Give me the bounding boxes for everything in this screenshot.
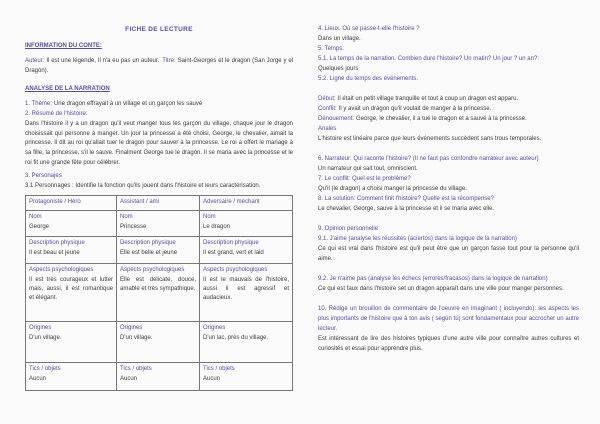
answer-text: Qu'il (le dragon) a choisi manger la princesse du village. (318, 186, 467, 192)
table-row-nom (26, 210, 293, 236)
spacer (318, 214, 579, 224)
answer-text: Ce qui est faux dans l'histoire set un dragon apparaît dans une ville pour manger personnes. (318, 286, 564, 292)
answer-text: George, le chevalier, il a tué le dragon et a sauvé à la princesse. (356, 116, 527, 122)
answer-text: Un narrateur qui sait tout, omniscient. (318, 166, 418, 172)
table-row-origines (26, 321, 293, 362)
column-header-adversaire: Adversaire / méchant (200, 195, 293, 210)
question-label: 5.2. Ligne du temps des événements. (318, 76, 419, 82)
cell-value: D'un village. (120, 334, 153, 341)
cell-label: Description physique (120, 239, 176, 246)
cell-value: Elle est belle et jeune (120, 249, 178, 256)
cell-aspects-mechant (200, 263, 293, 321)
question-narrateur (318, 154, 579, 164)
cell-value: Il est beau et jeune (29, 249, 80, 256)
cell-label: Aspects psychologiques (120, 266, 185, 273)
cell-label: Tics / objets (29, 365, 61, 372)
question-jenaimepas (318, 274, 579, 284)
answer-text: Ce qui est vrai dans l'histoire est qu'il peut être que un garçon fasse tout pour la personne qu'il aime. (318, 246, 579, 262)
cell-label: Aspects psychologiques (29, 266, 94, 273)
table-row-tics (26, 362, 293, 390)
cell-tics-mechant (200, 362, 293, 390)
table-row-description (26, 236, 293, 263)
cell-value: D'un lac, près du village. (203, 334, 269, 341)
theme-line (25, 100, 293, 110)
answer-narrateur (318, 164, 579, 174)
author-value: Il est une légende, Il n'a eu pas un auteur. (46, 58, 160, 64)
question-label: 10. Rédige un brouillon de commentaire de l'oeuvre en imaginant ( incluyendo): les aspects les plus importants de l'histoire que à ton avis ( según tú) sont fondamentaux pour accrocher un autre lecteur. (318, 306, 579, 332)
answer-text: Quelques jours (318, 66, 359, 72)
question-label: 5.1. La temps de la narration. Combien dure l'histoire? Un matin? Un jour ? un an?: (318, 56, 539, 62)
timeline-label: Début: (318, 96, 336, 102)
cell-label: Origines (120, 324, 143, 331)
question-label: 9.2. Je n'aime pas (analyse les échecs (errores/fracasos) dans la logique de narration) (318, 276, 548, 282)
question-temps (318, 44, 579, 54)
cell-tics-hero (26, 362, 117, 390)
column-header-protagoniste: Protagoniste / Héro (26, 195, 117, 210)
timeline-label: Anales (318, 126, 337, 132)
question-brouillon (318, 304, 579, 334)
answer-anales (318, 134, 579, 144)
cell-label: Nom (120, 213, 133, 220)
timeline-denouement (318, 114, 579, 124)
spacer (318, 144, 579, 154)
theme-label: 1. Thème: (25, 101, 52, 108)
table-row-aspects (26, 263, 293, 321)
question-label: 9. Opinion personnelle (318, 226, 379, 232)
spacer (318, 84, 579, 94)
cell-value: Il est grand, vert et laid (203, 249, 264, 256)
author-label: Auteur: (25, 58, 45, 64)
answer-jenaimepas (318, 284, 579, 294)
cell-desc-mechant (200, 236, 293, 263)
characters-table (25, 195, 293, 391)
personnages-heading: 3. Personajes (25, 173, 62, 180)
heading-opinion (318, 224, 579, 234)
table-header-row (26, 195, 293, 210)
answer-text: Le chevalier, George, sauve à la princesse et il se maria avec elle. (318, 206, 495, 212)
cell-value: Princesse (120, 223, 147, 230)
timeline-label: Dénouement: (318, 116, 355, 122)
cell-label: Aspects psychologiques (203, 266, 268, 273)
timeline-anales (318, 124, 579, 134)
cell-label: Tics / objets (203, 365, 235, 372)
analyse-narration-heading: ANALYSE DE LA NARRATION (25, 86, 110, 93)
cell-value: George (29, 223, 50, 230)
cell-value: Aucun (29, 375, 47, 382)
question-lieux (318, 24, 579, 34)
question-solution (318, 194, 579, 204)
question-label: 5. Temps. (318, 46, 344, 52)
cell-value: Le dragon (203, 223, 231, 230)
cell-label: Tics / objets (120, 365, 152, 372)
cell-label: Origines (29, 324, 52, 331)
titre-label: Titre: (162, 58, 176, 64)
question-jaime (318, 234, 579, 244)
question-label: 8. La solution: Comment finit l'histoire? Quelle est la récompense? (318, 196, 494, 202)
cell-tics-ami (117, 362, 200, 390)
answer-jaime (318, 244, 579, 264)
question-label: 6. Narrateur: Qui raconte l'histoire? (Il ne faut pas confondre narrateur avec auteur) (318, 156, 539, 162)
personnages-subheading: 3.1 Personnages : Identifie la fonction qu'ils jouent dans l'histoire et leurs caractérisation. (25, 183, 261, 190)
column-header-assistant: Assistant / ami (117, 195, 200, 210)
question-temps-narration (318, 54, 579, 64)
info-conte-heading: INFORMATION DU CONTE: (25, 43, 102, 49)
answer-text: Il était un petit village tranquille et tout à coup un dragon est apparu. (337, 96, 519, 102)
titre-value: Saint-Georges et le dragon (San Jorge y el Dragón). (25, 58, 293, 74)
question-label: 7. Le conflit: Quel est le problème? (318, 176, 411, 182)
page-title: FICHE DE LECTURE (125, 26, 193, 33)
right-column (318, 24, 579, 354)
answer-lieux (318, 34, 579, 44)
left-column (25, 24, 293, 391)
cell-nom-hero (26, 210, 117, 236)
answer-brouillon (318, 334, 579, 354)
resume-heading: 2. Résumé de l'histoire: (25, 111, 88, 118)
spacer (318, 264, 579, 274)
cell-aspects-ami (117, 263, 200, 321)
answer-text: Dans un village. (318, 36, 361, 42)
answer-text: Est intéressant de lire des histoires typiques d'une autre ville pour connaître autres cultures et curiosités et essai pour apprendre plus. (318, 336, 579, 352)
cell-label: Nom (29, 213, 42, 220)
answer-text: Il y avait un dragon qu'il voulait de manger à la princesse. (338, 106, 492, 112)
cell-orig-ami (117, 321, 200, 362)
cell-orig-mechant (200, 321, 293, 362)
cell-nom-mechant (200, 210, 293, 236)
cell-desc-hero (26, 236, 117, 263)
spacer (318, 294, 579, 304)
cell-aspects-hero (26, 263, 117, 321)
timeline-conflit (318, 104, 579, 114)
answer-conflit (318, 184, 579, 194)
timeline-debut (318, 94, 579, 104)
cell-nom-ami (117, 210, 200, 236)
question-label: 4. Lieux. Où se passe-t-elle l'histoire ? (318, 26, 420, 32)
cell-label: Description physique (203, 239, 259, 246)
resume-paragraph: Dans l'histoire il y a un dragon qu'il veut manger tous les garçon du village, chaque jour le dragon choisissait qui personne à manger. Un jour la princesse a été choisi, George, le chevalier, aimait la princesse. Il dit au roi qu'allait tuer le dragon pour sauver à la princesse. Le roi a offert le mariage à sa fille, la princesse, s'il le sauve. Finalment George tue le dragón. Il se maria avec la princesse et le roi fit une grande fête pour célébrer. (25, 120, 293, 166)
timeline-label: Conflit: (318, 106, 337, 112)
answer-solution (318, 204, 579, 214)
author-title-line (25, 57, 293, 76)
answer-text: L'histoire est linéaire parce que leurs événements succèdent sans trous temporales. (318, 136, 542, 142)
cell-label: Nom (203, 213, 216, 220)
cell-value: Il est très courageux et lutter mais, aussi, il est romantique et élégant. (29, 276, 113, 301)
answer-temps (318, 64, 579, 74)
cell-value: Aucun (203, 375, 221, 382)
cell-value: D'un village. (29, 334, 62, 341)
question-label: 9.1. J'aime (analyse les réussites (aciertos) dans la logique de la narration) (318, 236, 517, 242)
cell-value: Il est le mauvais de l'histoire, aussi il est agressif et audacieux. (203, 276, 289, 301)
cell-desc-ami (117, 236, 200, 263)
cell-value: Aucun (120, 375, 138, 382)
cell-orig-hero (26, 321, 117, 362)
cell-value: Elle est délicate, douce, amable et très sympathique. (120, 276, 196, 292)
cell-label: Description physique (29, 239, 85, 246)
question-conflit (318, 174, 579, 184)
cell-label: Origines (203, 324, 226, 331)
theme-value: Une dragon effrayait à un village et un garçon les sauvé (53, 101, 203, 108)
question-ligne-temps (318, 74, 579, 84)
